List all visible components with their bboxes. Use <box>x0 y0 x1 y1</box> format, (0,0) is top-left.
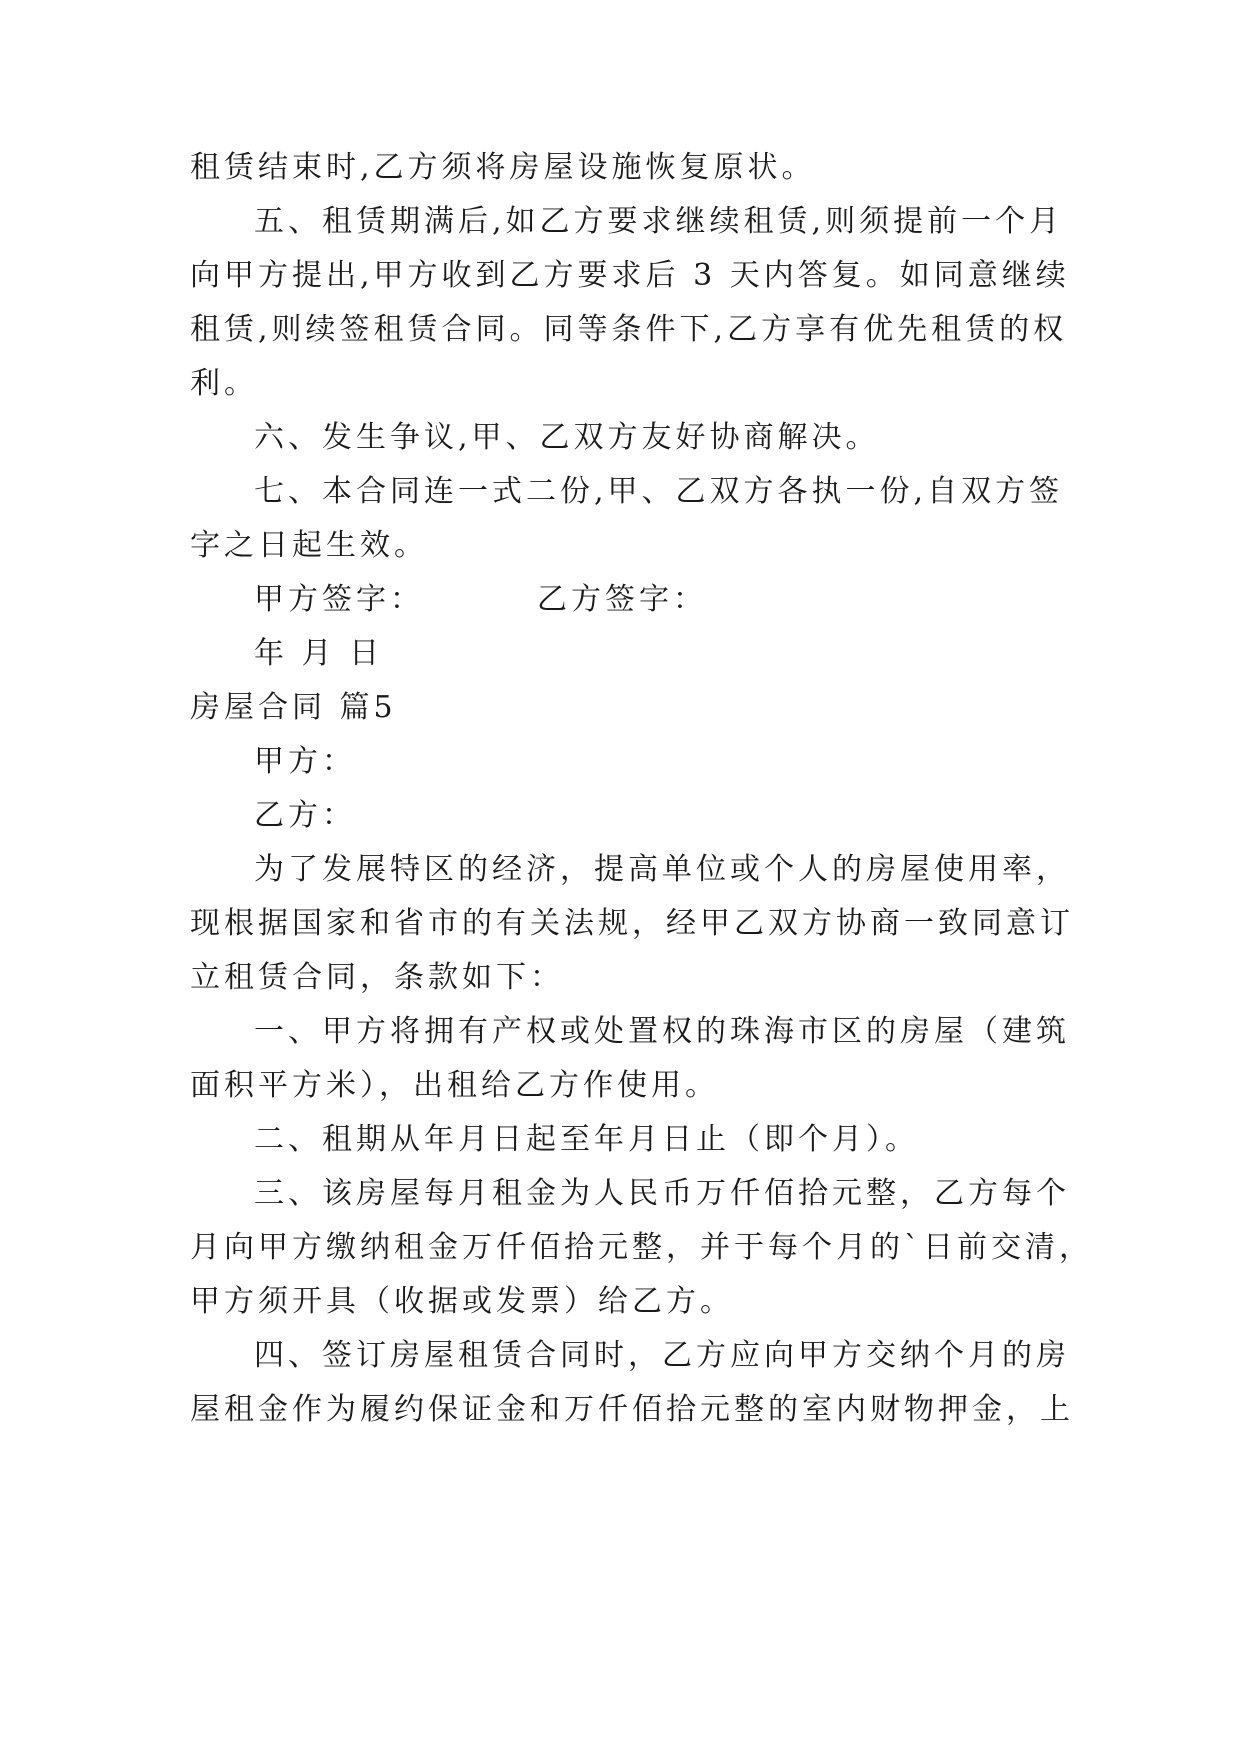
paragraph-line: 月向甲方缴纳租金万仟佰拾元整，并于每个月的`日前交清， <box>190 1230 1093 1265</box>
paragraph-line: 甲方须开具（收据或发票）给乙方。 <box>190 1284 734 1319</box>
signature-party-a: 甲方签字： <box>254 582 424 617</box>
paragraph-line: 一、甲方将拥有产权或处置权的珠海市区的房屋（建筑 <box>254 1014 1070 1049</box>
paragraph-line: 六、发生争议,甲、乙双方友好协商解决。 <box>254 420 880 455</box>
paragraph-line: 租赁,则续签租赁合同。同等条件下,乙方享有优先租赁的权 <box>190 312 1068 347</box>
paragraph-line: 五、租赁期满后,如乙方要求继续租赁,则须提前一个月 <box>254 204 1064 239</box>
paragraph-line: 七、本合同连一式二份,甲、乙双方各执一份,自双方签 <box>254 474 1064 509</box>
paragraph-line: 屋租金作为履约保证金和万仟佰拾元整的室内财物押金，上 <box>190 1392 1074 1427</box>
paragraph-line: 为了发展特区的经济，提高单位或个人的房屋使用率， <box>254 852 1070 887</box>
paragraph-line: 立租赁合同，条款如下： <box>190 960 564 995</box>
signature-party-b: 乙方签字： <box>537 582 707 617</box>
paragraph-line: 现根据国家和省市的有关法规，经甲乙双方协商一致同意订 <box>190 906 1074 941</box>
paragraph-line: 三、该房屋每月租金为人民币万仟佰拾元整，乙方每个 <box>254 1176 1070 1211</box>
paragraph-line: 二、租期从年月日起至年月日止（即个月）。 <box>254 1122 919 1157</box>
paragraph-line: 租赁结束时,乙方须将房屋设施恢复原状。 <box>190 150 816 185</box>
date-line: 年 月 日 <box>254 636 384 671</box>
party-a-line: 甲方： <box>254 744 356 779</box>
paragraph-line: 面积平方米），出租给乙方作使用。 <box>190 1068 719 1103</box>
paragraph-line: 利。 <box>190 366 258 401</box>
party-b-line: 乙方： <box>254 798 356 833</box>
paragraph-line: 向甲方提出,甲方收到乙方要求后 3 天内答复。如同意继续 <box>190 258 1070 293</box>
paragraph-line: 字之日起生效。 <box>190 528 428 563</box>
section-title: 房屋合同 篇5 <box>190 690 397 725</box>
paragraph-line: 四、签订房屋租赁合同时，乙方应向甲方交纳个月的房 <box>254 1338 1070 1373</box>
